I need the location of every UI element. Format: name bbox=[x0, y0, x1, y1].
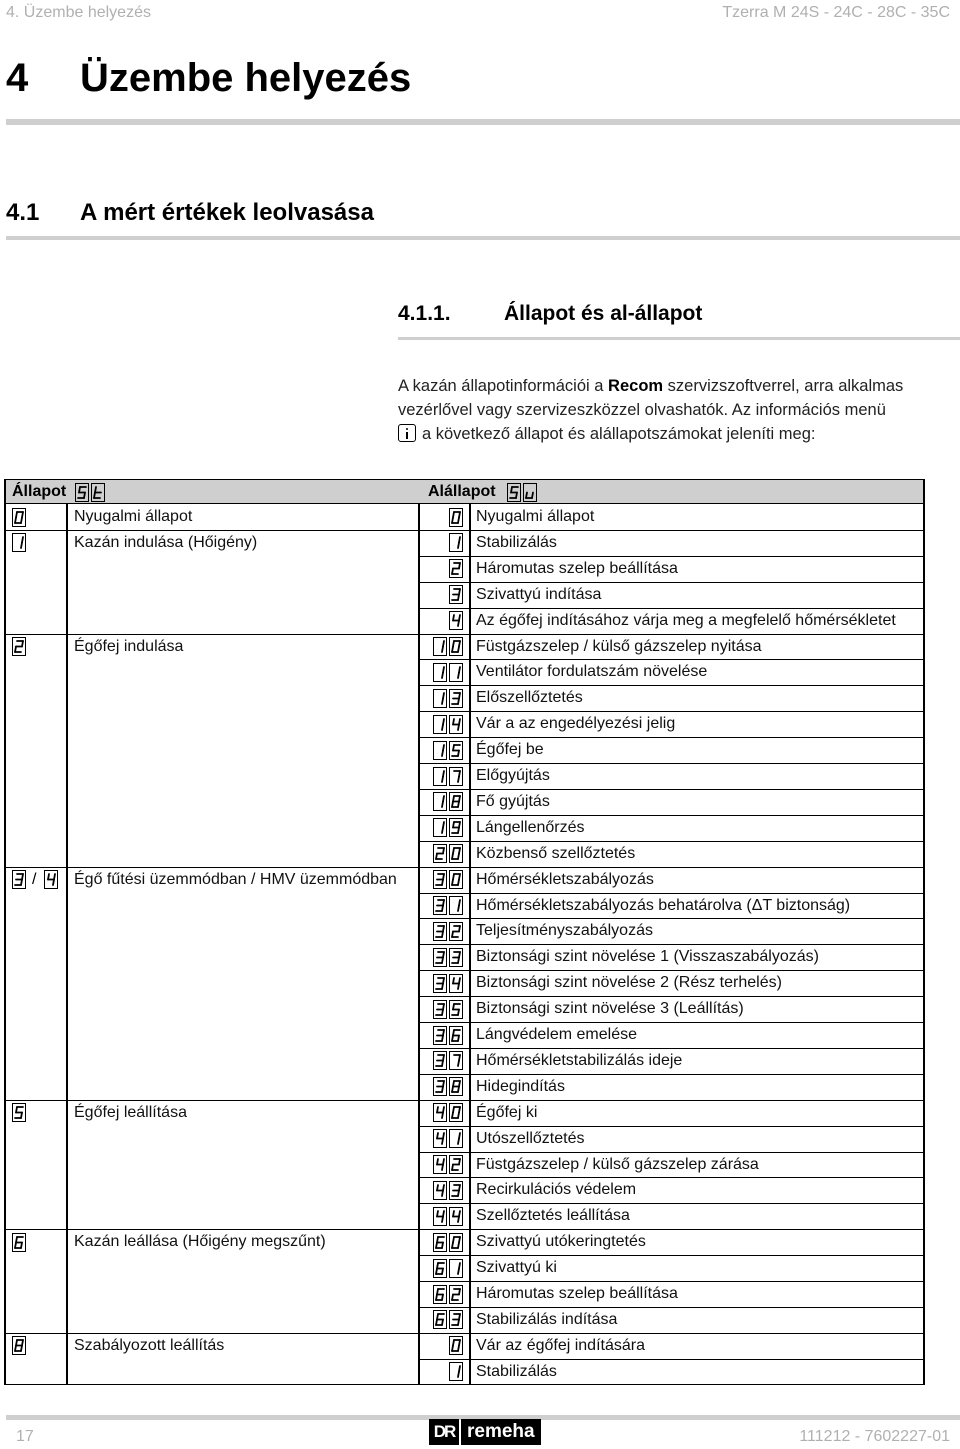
substate-code bbox=[431, 792, 463, 812]
substate-label: Stabilizálás indítása bbox=[476, 1310, 618, 1328]
substate-code bbox=[431, 637, 463, 657]
intro-text: a következő állapot és alállapotszámokat jeleníti meg: bbox=[422, 425, 816, 443]
row-divider bbox=[418, 1359, 923, 1360]
section-title: Üzembe helyezés bbox=[80, 56, 412, 100]
digit-display bbox=[433, 948, 447, 967]
intro-text: A kazán állapotinformációi a bbox=[398, 377, 609, 395]
digit-display bbox=[449, 948, 463, 967]
substate-label: Égőfej ki bbox=[476, 1103, 538, 1121]
state-divider bbox=[4, 1100, 418, 1101]
state-divider bbox=[4, 1333, 418, 1334]
digit-display bbox=[12, 1233, 26, 1252]
state-divider bbox=[4, 1229, 418, 1230]
row-divider bbox=[418, 1255, 923, 1256]
digit-display bbox=[433, 1181, 447, 1200]
digit-display bbox=[433, 870, 447, 889]
substate-code bbox=[431, 1103, 463, 1123]
digit-display bbox=[449, 1285, 463, 1304]
digit-display bbox=[449, 533, 463, 552]
digit-display bbox=[449, 611, 463, 630]
substate-code bbox=[431, 921, 463, 941]
digit-display bbox=[449, 1077, 463, 1096]
digit-display bbox=[12, 870, 26, 889]
digit-display bbox=[449, 1336, 463, 1355]
substate-code bbox=[431, 1284, 463, 1304]
substate-code bbox=[431, 947, 463, 967]
row-divider bbox=[418, 944, 923, 945]
state-code bbox=[10, 637, 26, 657]
substate-code bbox=[447, 559, 463, 579]
digit-display bbox=[449, 818, 463, 837]
row-divider bbox=[418, 815, 923, 816]
row-divider bbox=[418, 737, 923, 738]
substate-label: Szivattyú utókeringtetés bbox=[476, 1233, 646, 1251]
substate-code bbox=[431, 688, 463, 708]
digit-display bbox=[433, 974, 447, 993]
substate-label: Teljesítményszabályozás bbox=[476, 922, 653, 940]
subsection-title: A mért értékek leolvasása bbox=[80, 199, 374, 226]
digit-display bbox=[433, 689, 447, 708]
digit-display bbox=[449, 1129, 463, 1148]
document-code: 111212 - 7602227-01 bbox=[799, 1428, 950, 1445]
row-divider bbox=[418, 763, 923, 764]
row-divider bbox=[418, 582, 923, 583]
substate-code bbox=[447, 1336, 463, 1356]
digit-display bbox=[449, 1000, 463, 1019]
substate-label: Biztonsági szint növelése 1 (Visszaszabályozás) bbox=[476, 948, 819, 966]
substate-code bbox=[431, 1180, 463, 1200]
digit-display bbox=[433, 1310, 447, 1329]
substate-label: Biztonsági szint növelése 3 (Leállítás) bbox=[476, 1000, 744, 1018]
digit-display bbox=[449, 585, 463, 604]
state-code bbox=[10, 1103, 26, 1123]
substate-label: Ventilátor fordulatszám növelése bbox=[476, 663, 708, 681]
digit-display bbox=[433, 1259, 447, 1278]
state-code bbox=[10, 1336, 26, 1356]
digit-display bbox=[433, 767, 447, 786]
page-number: 17 bbox=[16, 1428, 34, 1445]
substate-label: Vár az égőfej indítására bbox=[476, 1336, 645, 1354]
row-divider bbox=[418, 659, 923, 660]
digit-display bbox=[449, 1233, 463, 1252]
intro-text: vezérlővel vagy szervizeszközzel olvashatók. Az információs menü bbox=[398, 401, 886, 419]
row-divider bbox=[418, 867, 923, 868]
digit-display bbox=[433, 922, 447, 941]
substate-code bbox=[431, 818, 463, 838]
digit-display bbox=[433, 1000, 447, 1019]
row-divider bbox=[418, 918, 923, 919]
section-rule bbox=[6, 119, 960, 125]
row-divider bbox=[418, 1152, 923, 1153]
digit-display bbox=[12, 637, 26, 656]
substate-label: Nyugalmi állapot bbox=[476, 508, 595, 525]
substate-label: Szivattyú indítása bbox=[476, 585, 602, 603]
substate-code bbox=[447, 507, 463, 527]
state-code bbox=[10, 870, 58, 890]
substate-label: Hőmérsékletszabályozás behatárolva (ΔT biztonság) bbox=[476, 896, 851, 914]
state-label: Égő fűtési üzemmódban / HMV üzemmódban bbox=[74, 870, 397, 888]
col-divider bbox=[66, 504, 68, 1385]
digit-display bbox=[449, 1155, 463, 1174]
state-divider bbox=[4, 634, 418, 635]
row-divider bbox=[418, 1126, 923, 1127]
row-divider bbox=[418, 530, 923, 531]
substate-code bbox=[431, 766, 463, 786]
row-divider bbox=[418, 1074, 923, 1075]
row-divider bbox=[418, 893, 923, 894]
header-state-label: Állapot bbox=[12, 483, 67, 500]
subsection-heading bbox=[6, 199, 374, 227]
state-label: Égőfej leállítása bbox=[74, 1103, 187, 1121]
digit-display bbox=[75, 483, 89, 502]
substate-label: Hőmérsékletstabilizálás ideje bbox=[476, 1051, 683, 1069]
code-separator: / bbox=[32, 870, 37, 888]
substate-code bbox=[431, 1310, 463, 1330]
substate-label: Szellőztetés leállítása bbox=[476, 1207, 630, 1225]
running-header-left: 4. Üzembe helyezés bbox=[6, 4, 151, 21]
state-label: Szabályozott leállítás bbox=[74, 1336, 225, 1354]
substate-code bbox=[431, 999, 463, 1019]
substate-code bbox=[431, 662, 463, 682]
substate-label: Az égőfej indításához várja meg a megfelelő hőmérsékletet bbox=[476, 611, 896, 629]
row-divider bbox=[418, 556, 923, 557]
state-label: Kazán indulása (Hőigény) bbox=[74, 533, 258, 551]
digit-display bbox=[433, 896, 447, 915]
substate-label: Előszellőztetés bbox=[476, 689, 583, 707]
table-header bbox=[4, 479, 925, 504]
row-divider bbox=[418, 1203, 923, 1204]
state-label: Nyugalmi állapot bbox=[74, 508, 193, 525]
logo-word: remeha bbox=[461, 1419, 541, 1445]
substate-label: Háromutas szelep beállítása bbox=[476, 559, 678, 577]
row-divider bbox=[418, 1281, 923, 1282]
row-divider bbox=[418, 1022, 923, 1023]
digit-display bbox=[433, 663, 447, 682]
subsubsection-title: Állapot és al-állapot bbox=[504, 302, 703, 325]
substate-code bbox=[447, 611, 463, 631]
row-divider bbox=[418, 711, 923, 712]
digit-display bbox=[449, 844, 463, 863]
substate-code bbox=[447, 1362, 463, 1382]
digit-display bbox=[507, 483, 521, 502]
digit-display bbox=[449, 1362, 463, 1381]
row-divider bbox=[418, 1048, 923, 1049]
digit-display bbox=[449, 767, 463, 786]
row-divider bbox=[418, 634, 923, 635]
substate-label: Lángvédelem emelése bbox=[476, 1026, 637, 1043]
digit-display bbox=[433, 1077, 447, 1096]
digit-display bbox=[12, 533, 26, 552]
state-code bbox=[10, 507, 26, 527]
digit-display bbox=[449, 1207, 463, 1226]
digit-display bbox=[449, 870, 463, 889]
digit-display bbox=[433, 1026, 447, 1045]
digit-display bbox=[433, 1207, 447, 1226]
digit-display bbox=[449, 508, 463, 527]
substate-label: Recirkulációs védelem bbox=[476, 1181, 637, 1199]
substate-label: Közbenső szellőztetés bbox=[476, 844, 636, 862]
substate-code bbox=[431, 870, 463, 890]
digit-display bbox=[449, 896, 463, 915]
substate-label: Lángellenőrzés bbox=[476, 818, 585, 836]
substate-label: Hidegindítás bbox=[476, 1077, 565, 1095]
digit-display bbox=[433, 792, 447, 811]
row-divider bbox=[418, 996, 923, 997]
substate-code bbox=[431, 896, 463, 916]
row-divider bbox=[418, 1307, 923, 1308]
row-divider bbox=[418, 970, 923, 971]
substate-label: Fő gyújtás bbox=[476, 792, 550, 810]
state-code bbox=[10, 533, 26, 553]
substate-code bbox=[431, 973, 463, 993]
digit-display bbox=[12, 1336, 26, 1355]
digit-display bbox=[433, 741, 447, 760]
row-divider bbox=[418, 1229, 923, 1230]
digit-display bbox=[433, 1155, 447, 1174]
substate-label: Füstgázszelep / külső gázszelep zárása bbox=[476, 1155, 759, 1173]
intro-text: szervizszoftverrel, arra alkalmas bbox=[663, 377, 904, 395]
digit-display bbox=[449, 663, 463, 682]
substate-label: Füstgázszelep / külső gázszelep nyitása bbox=[476, 637, 762, 655]
digit-display bbox=[449, 637, 463, 656]
digit-display bbox=[12, 508, 26, 527]
digit-display bbox=[44, 870, 58, 889]
substate-label: Égőfej be bbox=[476, 741, 544, 759]
digit-display bbox=[449, 559, 463, 578]
substate-label: Stabilizálás bbox=[476, 533, 557, 551]
state-label: Égőfej indulása bbox=[74, 637, 184, 655]
status-table bbox=[4, 479, 925, 1386]
digit-display bbox=[449, 715, 463, 734]
row-divider bbox=[418, 1177, 923, 1178]
section-heading bbox=[6, 56, 411, 101]
recom-name: Recom bbox=[608, 377, 664, 395]
substate-code bbox=[431, 1258, 463, 1278]
digit-display bbox=[12, 1103, 26, 1122]
digit-display bbox=[433, 1285, 447, 1304]
substate-label: Biztonsági szint növelése 2 (Rész terhelés) bbox=[476, 974, 782, 992]
substate-code bbox=[431, 1077, 463, 1097]
logo-mark: DR bbox=[429, 1419, 459, 1445]
digit-display bbox=[449, 922, 463, 941]
row-divider bbox=[418, 1100, 923, 1101]
digit-display bbox=[449, 1181, 463, 1200]
digit-display bbox=[449, 1259, 463, 1278]
digit-display bbox=[449, 1103, 463, 1122]
row-divider bbox=[418, 841, 923, 842]
substate-code bbox=[431, 1155, 463, 1175]
table-border-bottom bbox=[4, 1384, 925, 1385]
section-number: 4 bbox=[6, 56, 29, 100]
digit-display bbox=[433, 818, 447, 837]
substate-code bbox=[431, 844, 463, 864]
substate-label: Vár a az engedélyezési jelig bbox=[476, 715, 676, 733]
subsection-rule bbox=[6, 236, 960, 240]
substate-code bbox=[431, 714, 463, 734]
digit-display bbox=[449, 974, 463, 993]
subsubsection-heading bbox=[398, 302, 702, 326]
header-state-code bbox=[73, 482, 105, 502]
substate-code bbox=[431, 1206, 463, 1226]
digit-display bbox=[449, 741, 463, 760]
digit-display bbox=[91, 483, 105, 502]
substate-label: Előgyújtás bbox=[476, 767, 550, 784]
table-border-left bbox=[4, 479, 6, 1385]
substate-code bbox=[431, 1051, 463, 1071]
state-divider bbox=[4, 867, 418, 868]
row-divider bbox=[418, 685, 923, 686]
state-label: Kazán leállása (Hőigény megszűnt) bbox=[74, 1233, 326, 1251]
substate-code bbox=[431, 1232, 463, 1252]
substate-label: Hőmérsékletszabályozás bbox=[476, 870, 654, 888]
digit-display bbox=[449, 1310, 463, 1329]
digit-display bbox=[433, 715, 447, 734]
row-divider bbox=[418, 789, 923, 790]
digit-display bbox=[449, 689, 463, 708]
subsubsection-rule bbox=[398, 337, 960, 340]
state-code bbox=[10, 1232, 26, 1252]
subsection-number: 4.1 bbox=[6, 199, 40, 226]
substate-code bbox=[447, 533, 463, 553]
intro-paragraph bbox=[398, 374, 960, 446]
digit-display bbox=[433, 844, 447, 863]
substate-label: Stabilizálás bbox=[476, 1362, 557, 1380]
info-icon bbox=[398, 424, 416, 442]
subsubsection-number: 4.1.1. bbox=[398, 302, 451, 325]
digit-display bbox=[433, 1233, 447, 1252]
header-substate-label: Alállapot bbox=[428, 483, 496, 500]
substate-code bbox=[431, 1129, 463, 1149]
substate-code bbox=[431, 740, 463, 760]
row-divider bbox=[418, 608, 923, 609]
digit-display bbox=[433, 1103, 447, 1122]
header-substate-code bbox=[505, 482, 537, 502]
digit-display bbox=[433, 637, 447, 656]
digit-display bbox=[433, 1129, 447, 1148]
digit-display bbox=[433, 1051, 447, 1070]
digit-display bbox=[449, 1051, 463, 1070]
table-border-right bbox=[923, 479, 925, 1385]
substate-label: Háromutas szelep beállítása bbox=[476, 1285, 678, 1302]
state-divider bbox=[4, 530, 418, 531]
substate-code bbox=[431, 1025, 463, 1045]
row-divider bbox=[418, 1333, 923, 1334]
digit-display bbox=[449, 1026, 463, 1045]
substate-code bbox=[447, 585, 463, 605]
running-header-right: Tzerra M 24S - 24C - 28C - 35C bbox=[722, 4, 950, 21]
digit-display bbox=[523, 483, 537, 502]
substate-label: Utószellőztetés bbox=[476, 1129, 585, 1147]
digit-display bbox=[449, 792, 463, 811]
remeha-logo bbox=[429, 1419, 541, 1445]
substate-label: Szivattyú ki bbox=[476, 1259, 557, 1277]
